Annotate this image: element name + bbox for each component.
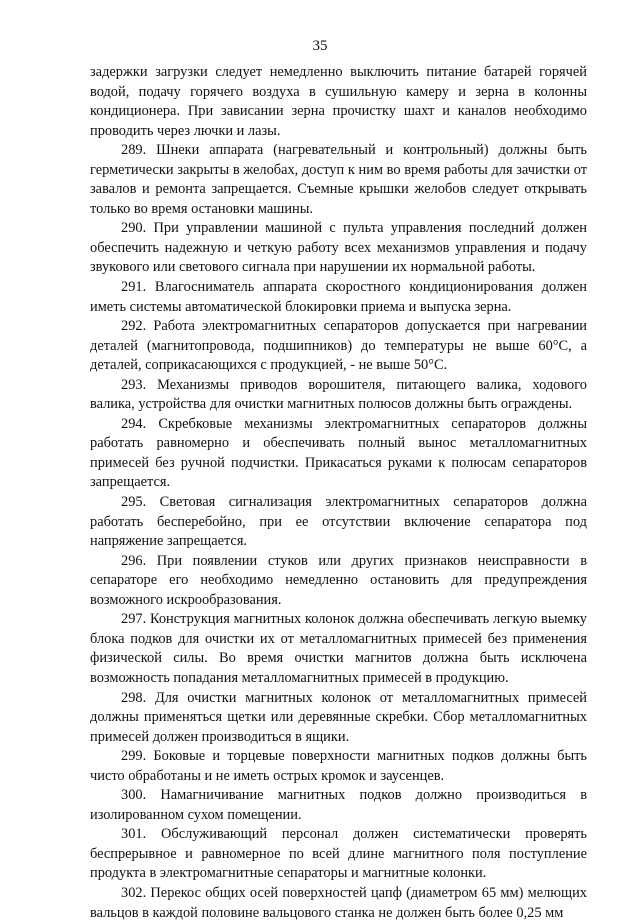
paragraph-294: 294. Скребковые механизмы электромагнитных сепараторов должны работать равномерно и обеспечивать полный вынос металломагнитных примесей без ручной подчистки. Прикасаться руками к полюсам сепараторов запрещается. xyxy=(90,415,587,491)
document-body xyxy=(90,63,587,923)
paragraph-291: 291. Влагосниматель аппарата скоростного кондиционирования должен иметь системы автоматической блокировки приема и выпуска зерна. xyxy=(90,279,587,315)
paragraph-299: 299. Боковые и торцевые поверхности магнитных подков должны быть чисто обработаны и не иметь острых кромок и заусенцев. xyxy=(90,748,587,784)
paragraph-292: 292. Работа электромагнитных сепараторов допускается при нагревании деталей (магнитопровода, подшипников) до температуры не выше 60°С, а деталей, соприкасающихся с продукцией, - не выше 50°С. xyxy=(90,318,587,374)
paragraph-290: 290. При управлении машиной с пульта управления последний должен обеспечить надежную и четкую работу всех механизмов управления и подачу звукового или светового сигнала при нарушении их нормальной работы. xyxy=(90,220,587,276)
paragraph-301: 301. Обслуживающий персонал должен систематически проверять беспрерывное и равномерное по всей длине магнитного поля поступление продукта в электромагнитные сепараторы и магнитные колонки. xyxy=(90,826,587,882)
paragraph-298: 298. Для очистки магнитных колонок от металломагнитных примесей должны применяться щетки или деревянные скребки. Сбор металломагнитных примесей должен производиться в ящики. xyxy=(90,689,587,745)
paragraph-continuation: задержки загрузки следует немедленно выключить питание батарей горячей водой, подачу горячего воздуха в сушильную камеру и зерна в колонны кондиционера. При зависании зерна прочистку шахт и каналов необходимо проводить через лючки и лазы. xyxy=(90,64,587,139)
paragraph-302: 302. Перекос общих осей поверхностей цапф (диаметром 65 мм) мелющих вальцов в каждой половине вальцового станка не должен быть более 0,25 мм xyxy=(90,884,587,921)
paragraph-296: 296. При появлении стуков или других признаков неисправности в сепараторе его необходимо немедленно остановить для предупреждения возможного искрообразования. xyxy=(90,552,587,608)
paragraph-297: 297. Конструкция магнитных колонок должна обеспечивать легкую выемку блока подков для очистки их от металломагнитных примесей без применения физической силы. Во время очистки магнитов должна быть исключена возможность попадания металломагнитных примесей в продукцию. xyxy=(90,611,587,686)
paragraph-300: 300. Намагничивание магнитных подков должно производиться в изолированном сухом помещении. xyxy=(90,787,587,823)
page-number: 35 xyxy=(312,38,328,54)
paragraph-289: 289. Шнеки аппарата (нагревательный и контрольный) должны быть герметически закрыты в желобах, доступ к ним во время работы для зачистки от завалов и ремонта запрещается. Съемные крышки желобов следует открывать только во время остановки машины. xyxy=(90,142,587,217)
paragraph-295: 295. Световая сигнализация электромагнитных сепараторов должна работать бесперебойно, при ее отсутствии включение сепаратора под напряжение запрещается. xyxy=(90,494,587,550)
paragraph-293: 293. Механизмы приводов ворошителя, питающего валика, ходового валика, устройства для очистки магнитных полюсов должны быть ограждены. xyxy=(90,376,587,413)
